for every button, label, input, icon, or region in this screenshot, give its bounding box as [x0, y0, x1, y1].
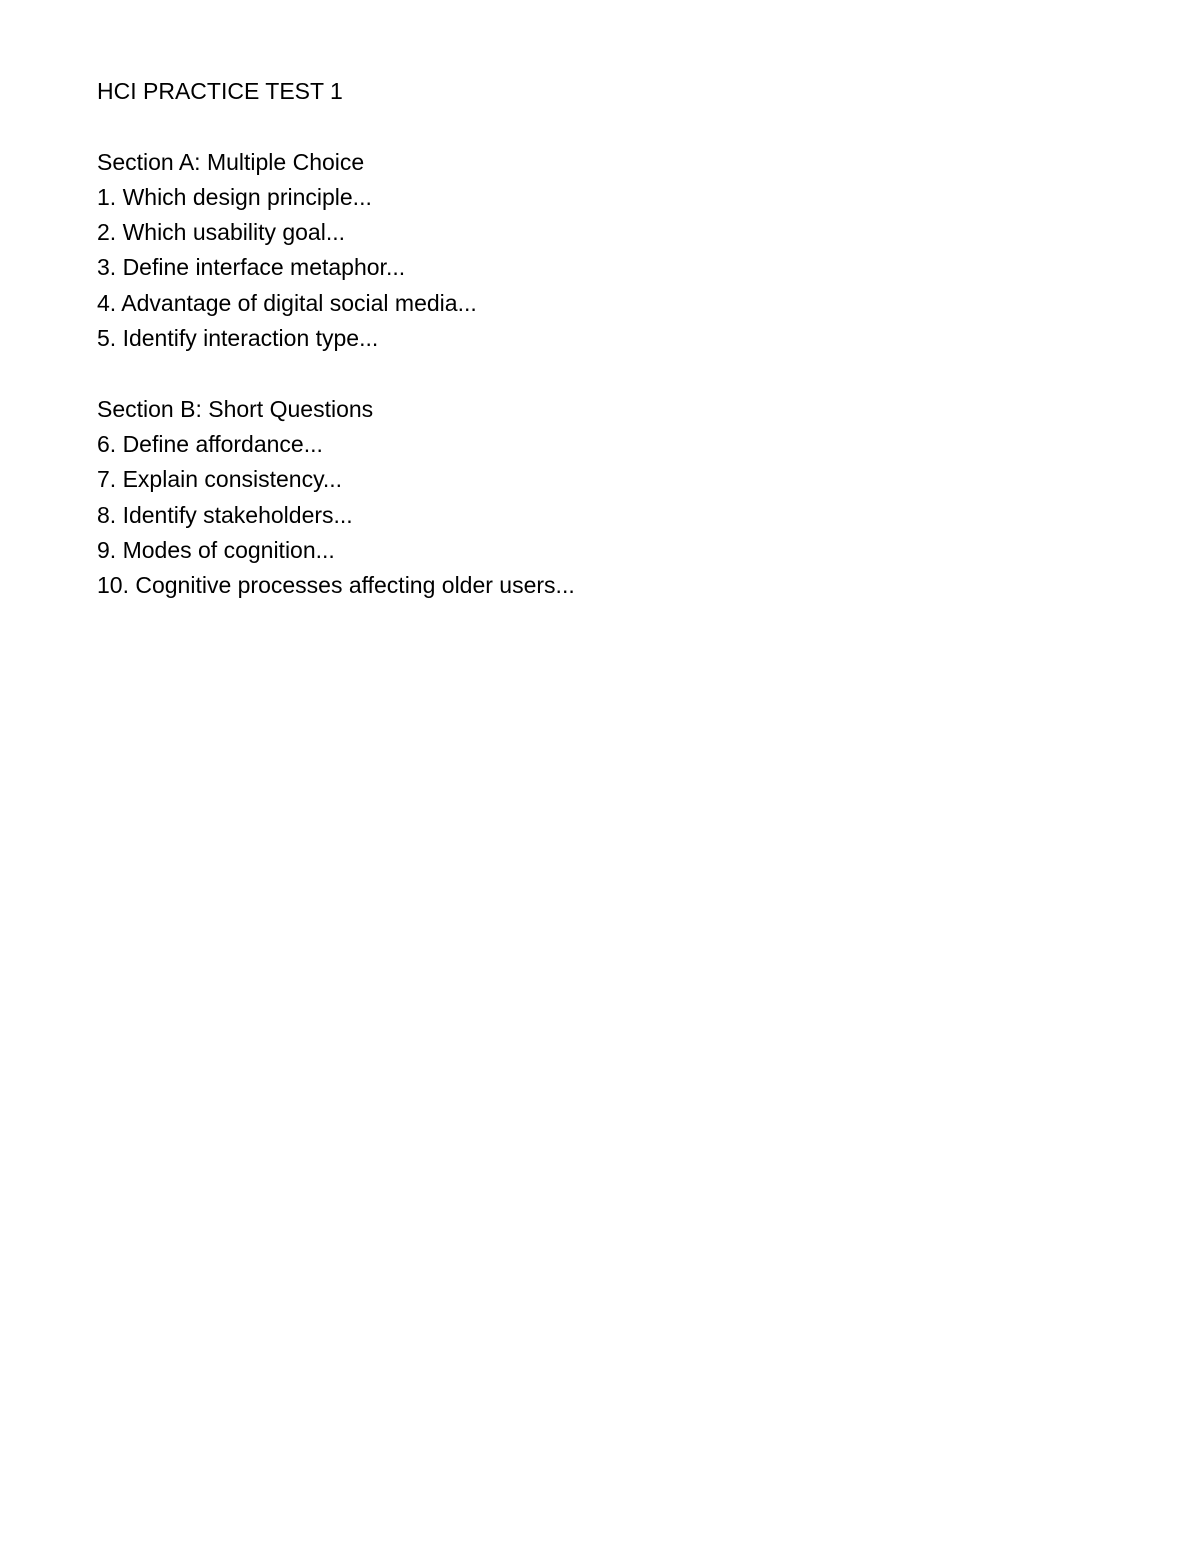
question-item: 6. Define affordance...	[97, 430, 323, 457]
spacer	[97, 109, 1097, 144]
section-a	[97, 145, 1097, 357]
section-heading: Section B: Short Questions	[97, 395, 374, 422]
question-item: 9. Modes of cognition...	[97, 536, 335, 563]
question-item: 7. Explain consistency...	[97, 466, 343, 493]
section-b	[97, 392, 1097, 604]
question-item: 1. Which design principle...	[97, 183, 372, 210]
question-item: 2. Which usability goal...	[97, 219, 346, 246]
section-heading: Section A: Multiple Choice	[97, 148, 365, 175]
question-item: 5. Identify interaction type...	[97, 325, 379, 352]
question-item: 8. Identify stakeholders...	[97, 501, 353, 528]
spacer	[97, 356, 1097, 391]
document-page	[97, 74, 1097, 603]
question-item: 3. Define interface metaphor...	[97, 254, 406, 281]
question-item: 4. Advantage of digital social media...	[97, 289, 477, 316]
document-title: HCI PRACTICE TEST 1	[97, 78, 343, 104]
question-item: 10. Cognitive processes affecting older users...	[97, 572, 575, 599]
